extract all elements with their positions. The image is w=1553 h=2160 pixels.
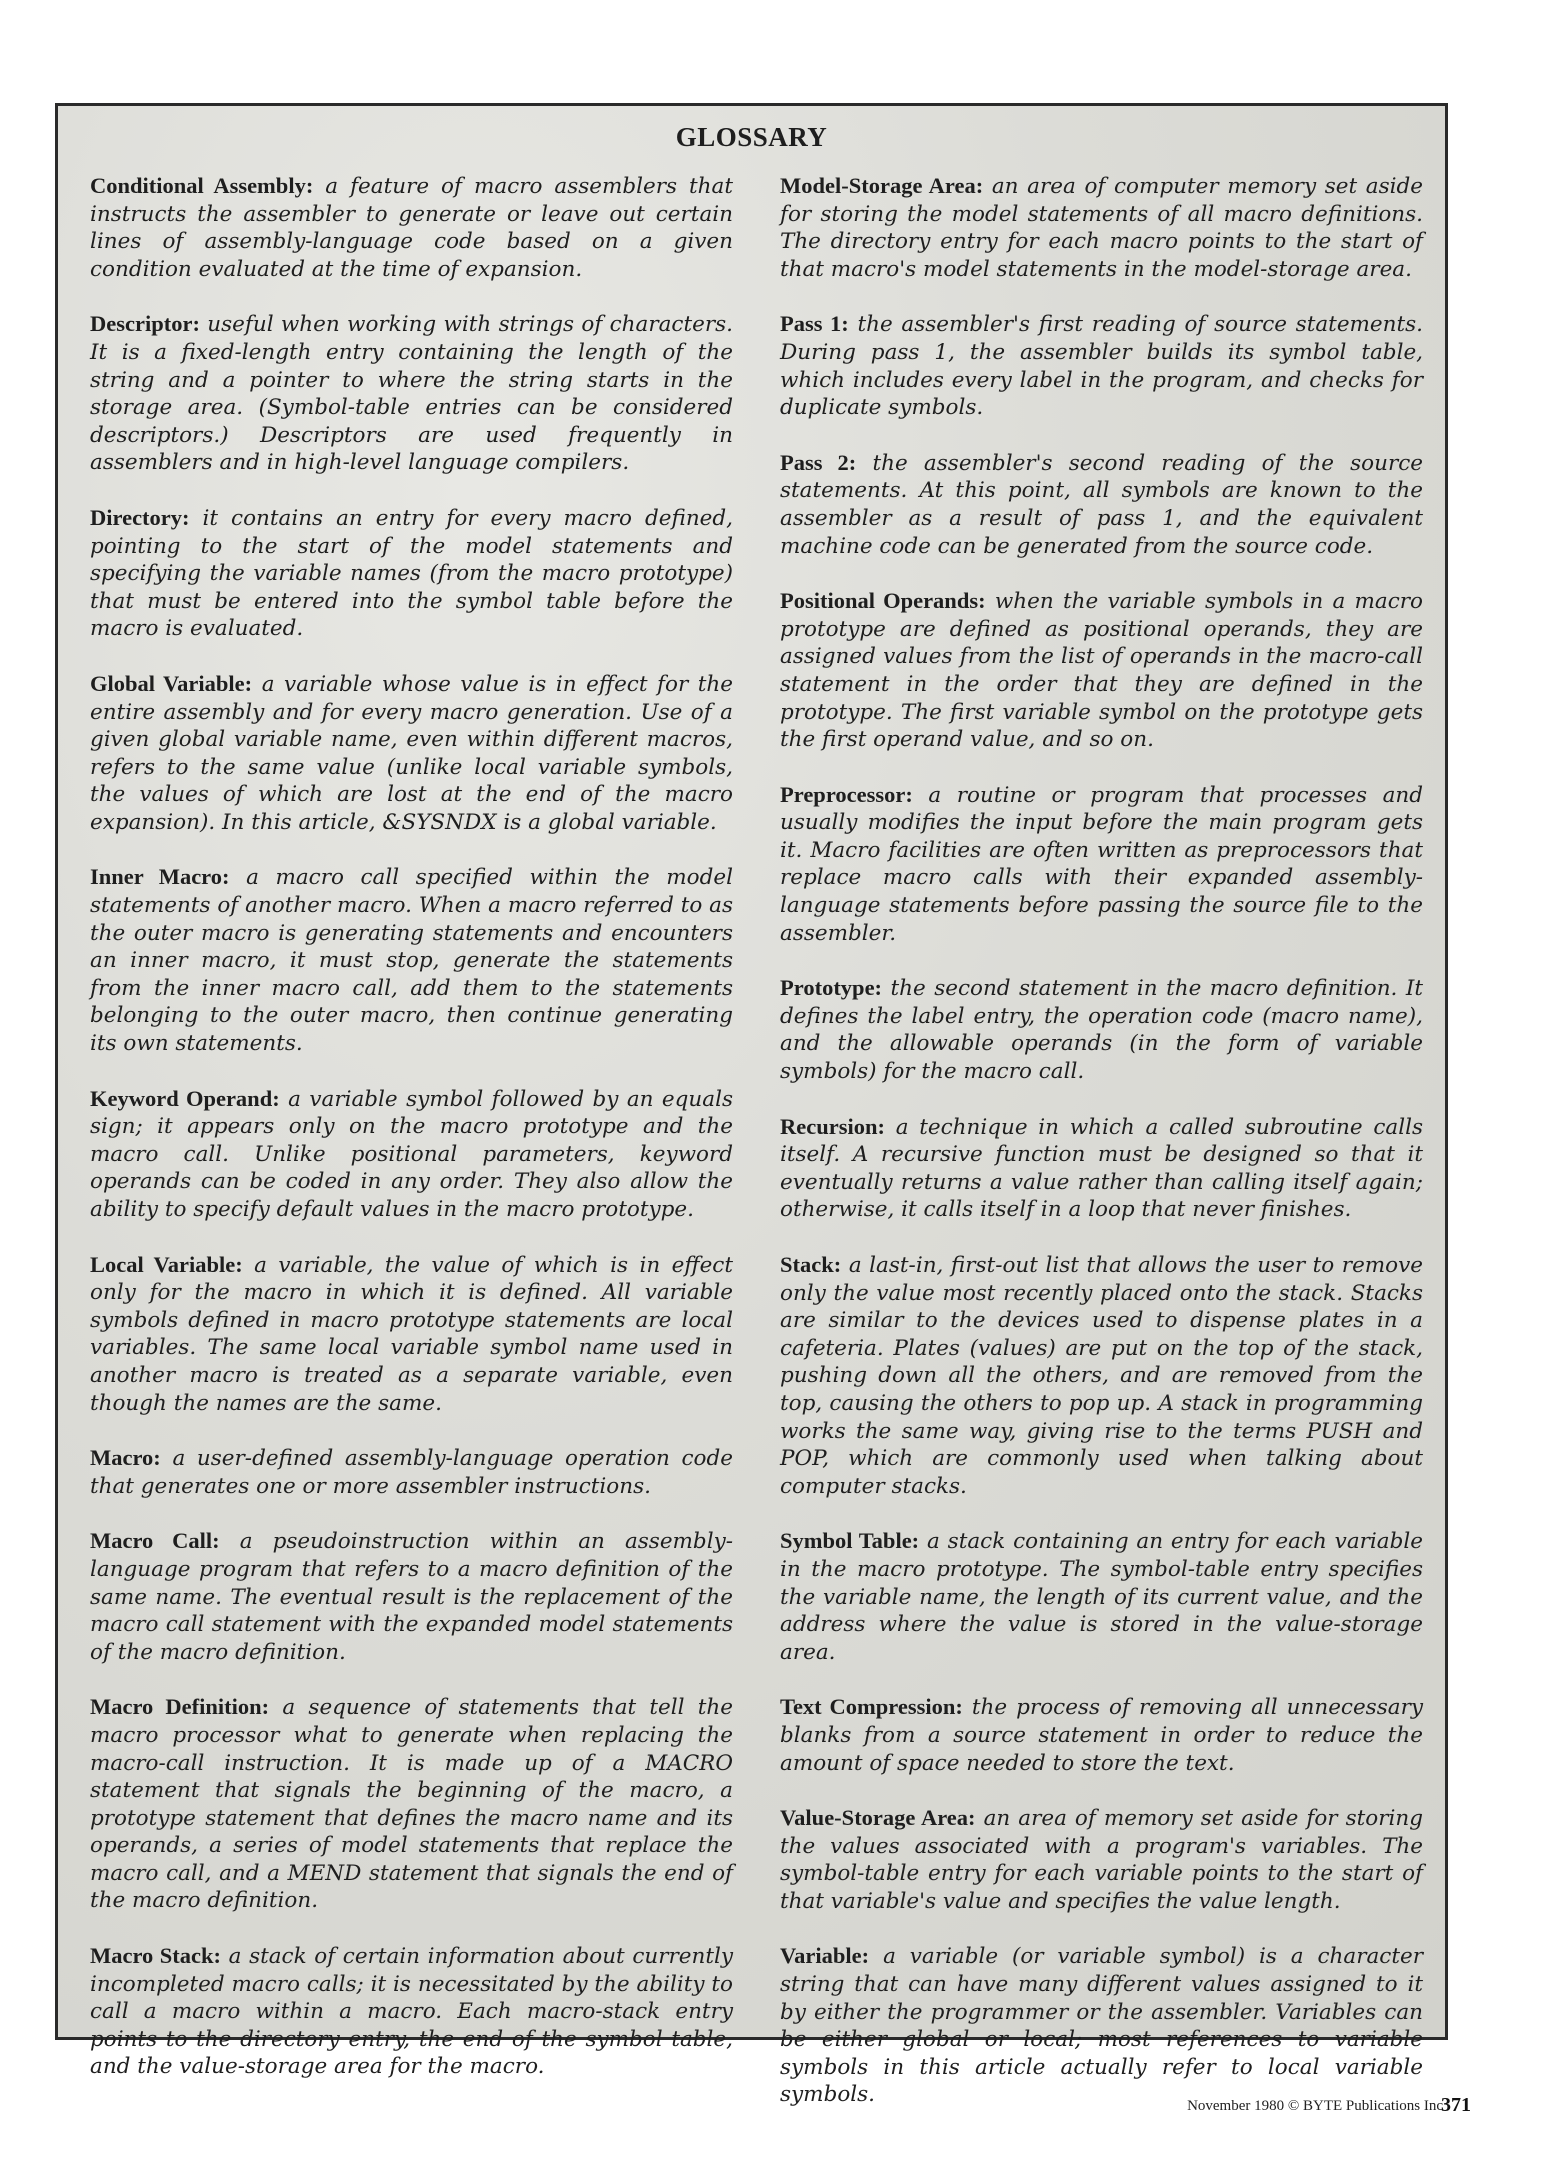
entry-term: Macro Call: [90, 1528, 220, 1554]
glossary-entry [90, 1251, 733, 1418]
glossary-entry [780, 449, 1423, 560]
entry-term: Keyword Operand: [90, 1085, 280, 1111]
entry-term: Preprocessor: [780, 781, 913, 807]
left-column [90, 172, 733, 2108]
glossary-entry [780, 781, 1423, 948]
entry-definition: it contains an entry for every macro defined, pointing to the start of the model statements and specifying the variable names (from the macro prototype) that must be entered into the symbol table before the macro is evaluated. [90, 505, 733, 642]
glossary-entry [780, 310, 1423, 421]
entry-definition: a last-in, first-out list that allows the user to remove only the value most recently placed onto the stack. Stacks are similar to the devices used to dispense plates in a cafeteria. Plates (values) are put on the top of the stack, pushing down all the others, and are removed from the top, causing the others to pop up. A stack in programming works the same way, giving rise to the terms PUSH and POP, which are commonly used when talking about computer stacks. [780, 1253, 1423, 1499]
glossary-entry [90, 504, 733, 643]
glossary-entry [90, 1693, 733, 1915]
entry-definition: a variable (or variable symbol) is a character string that can have many different values assigned to it by either the programmer or the assembler. Variables can be either global or local; most references to variable symbols in this article actually refer to local variable symbols. [780, 1944, 1423, 2108]
entry-definition: a stack of certain information about currently incompleted macro calls; it is necessitated by the ability to call a macro within a macro. Each macro-stack entry points to the directory entry, the end of the symbol table, and the value-storage area for the macro. [90, 1944, 733, 2080]
entry-definition: the second statement in the macro definition. It defines the label entry, the operation code (macro name), and the allowable operands (in the form of variable symbols) for the macro call. [780, 976, 1423, 1085]
glossary-entry [90, 1444, 733, 1500]
entry-definition: a technique in which a called subroutine calls itself. A recursive function must be designed so that it eventually returns a value rather than calling itself again; otherwise, it calls itself in a loop that never finishes. [780, 1114, 1423, 1223]
entry-definition: an area of memory set aside for storing the values associated with a program's variables. The symbol-table entry for each variable points to the start of that variable's value and specifies the value length. [780, 1806, 1423, 1914]
glossary-entry [780, 1527, 1423, 1666]
entry-term: Prototype: [780, 975, 883, 1001]
entry-definition: a variable whose value is in effect for the entire assembly and for every macro generation. Use of a given global variable name, even within different macros, refers to the same value (unlike local variable symbols, the values of which are lost at the end of the macro expansion). In this article, &SYSNDX is a global variable. [90, 671, 733, 835]
entry-term: Stack: [780, 1252, 842, 1277]
entry-definition: a sequence of statements that tell the macro processor what to generate when replacing the macro-call instruction. It is made up of a MACRO statement that signals the beginning of the macro, a prototype statement that defines the macro name and its operands, a series of model statements that replace the macro call, and a MEND statement that signals the end of the macro definition. [90, 1695, 733, 1914]
entry-term: Value-Storage Area: [780, 1805, 976, 1831]
entry-term: Model-Storage Area: [780, 173, 984, 198]
entry-term: Positional Operands: [780, 588, 986, 614]
entry-definition: the assembler's second reading of the source statements. At this point, all symbols are known to the assembler as a result of pass 1, and the equivalent machine code can be generated from the source code. [780, 450, 1424, 559]
entry-term: Local Variable: [90, 1251, 243, 1277]
glossary-entry [780, 1251, 1423, 1500]
entry-term: Pass 2: [780, 449, 857, 475]
entry-term: Descriptor: [90, 311, 200, 337]
entry-term: Variable: [780, 1943, 870, 1969]
glossary-entry [90, 172, 733, 283]
glossary-entry [780, 1804, 1423, 1915]
glossary-entry [780, 172, 1423, 283]
glossary-entry [780, 587, 1423, 754]
entry-definition: a feature of macro assemblers that instructs the assembler to generate or leave out certain lines of assembly-language code based on a given condition evaluated at the time of expansion. [90, 174, 733, 282]
glossary-title: GLOSSARY [675, 122, 828, 152]
glossary-entry [780, 974, 1423, 1085]
entry-definition: a routine or program that processes and usually modifies the input before the main program gets it. Macro facilities are often written as preprocessors that replace macro calls with their expanded assembly-language statements before passing the source file to the assembler. [780, 782, 1423, 946]
entry-term: Global Variable: [90, 670, 253, 696]
glossary-entry [90, 310, 733, 477]
page-number: 371 [1441, 2094, 1471, 2116]
glossary-entry [780, 1942, 1423, 2109]
entry-definition: a pseudoinstruction within an assembly-language program that refers to a macro definition of the same name. The eventual result is the replacement of the macro call statement with the expanded model statements of the macro definition. [90, 1529, 733, 1665]
entry-term: Symbol Table: [780, 1528, 920, 1554]
entry-definition: a stack containing an entry for each variable in the macro prototype. The symbol-table entry specifies the variable name, the length of its current value, and the address where the value is stored in the value-storage area. [780, 1529, 1423, 1665]
right-column [780, 172, 1423, 2136]
entry-definition: the process of removing all unnecessary blanks from a source statement in order to reduce the amount of space needed to store the text. [780, 1695, 1423, 1776]
entry-term: Macro: [90, 1445, 161, 1471]
entry-definition: an area of computer memory set aside for storing the model statements of all macro definitions. The directory entry for each macro points to the start of that macro's model statements in the model-storage area. [780, 174, 1423, 282]
entry-term: Macro Stack: [90, 1943, 221, 1969]
glossary-entry [780, 1113, 1423, 1224]
entry-definition: the assembler's first reading of source statements. During pass 1, the assembler builds its symbol table, which includes every label in the program, and checks for duplicate symbols. [780, 312, 1424, 421]
entry-term: Directory: [90, 504, 190, 530]
glossary-entry [90, 1527, 733, 1666]
glossary-entry [90, 1942, 733, 2081]
glossary-entry [90, 670, 733, 837]
entry-term: Inner Macro: [90, 864, 230, 890]
entry-term: Conditional Assembly: [90, 173, 314, 198]
entry-term: Pass 1: [780, 311, 849, 337]
entry-definition: a variable symbol followed by an equals sign; it appears only on the macro prototype and the macro call. Unlike positional parameters, keyword operands can be coded in any order. They also allow the ability to specify default values in the macro prototype. [90, 1086, 733, 1222]
glossary-entry [90, 863, 733, 1057]
entry-definition: a macro call specified within the model statements of another macro. When a macro referred to as the outer macro is generating statements and encounters an inner macro, it must stop, generate the statements from the inner macro call, add them to the statements belonging to the outer macro, then continue generating its own statements. [90, 865, 733, 1057]
entry-definition: useful when working with strings of characters. It is a fixed-length entry containing the length of the string and a pointer to where the string starts in the storage area. (Symbol-table entries can be considered descriptors.) Descriptors are used frequently in assemblers and in high-level language compilers. [90, 312, 733, 476]
footer-credit: November 1980 © BYTE Publications Inc [1187, 2098, 1443, 2114]
entry-term: Macro Definition: [90, 1694, 270, 1720]
glossary-entry [90, 1085, 733, 1224]
entry-term: Recursion: [780, 1113, 885, 1139]
entry-definition: when the variable symbols in a macro prototype are defined as positional operands, they are assigned values from the list of operands in the macro-call statement in the order that they are defined in the prototype. The first variable symbol on the prototype gets the first operand value, and so on. [780, 589, 1424, 753]
entry-term: Text Compression: [780, 1694, 963, 1720]
entry-definition: a variable, the value of which is in effect only for the macro in which it is defined. All variable symbols defined in macro prototype statements are local variables. The same local variable symbol name used in another macro is treated as a separate variable, even though the names are the same. [90, 1252, 733, 1416]
entry-definition: a user-defined assembly-language operation code that generates one or more assembler instructions. [90, 1446, 733, 1499]
glossary-entry [780, 1693, 1423, 1777]
